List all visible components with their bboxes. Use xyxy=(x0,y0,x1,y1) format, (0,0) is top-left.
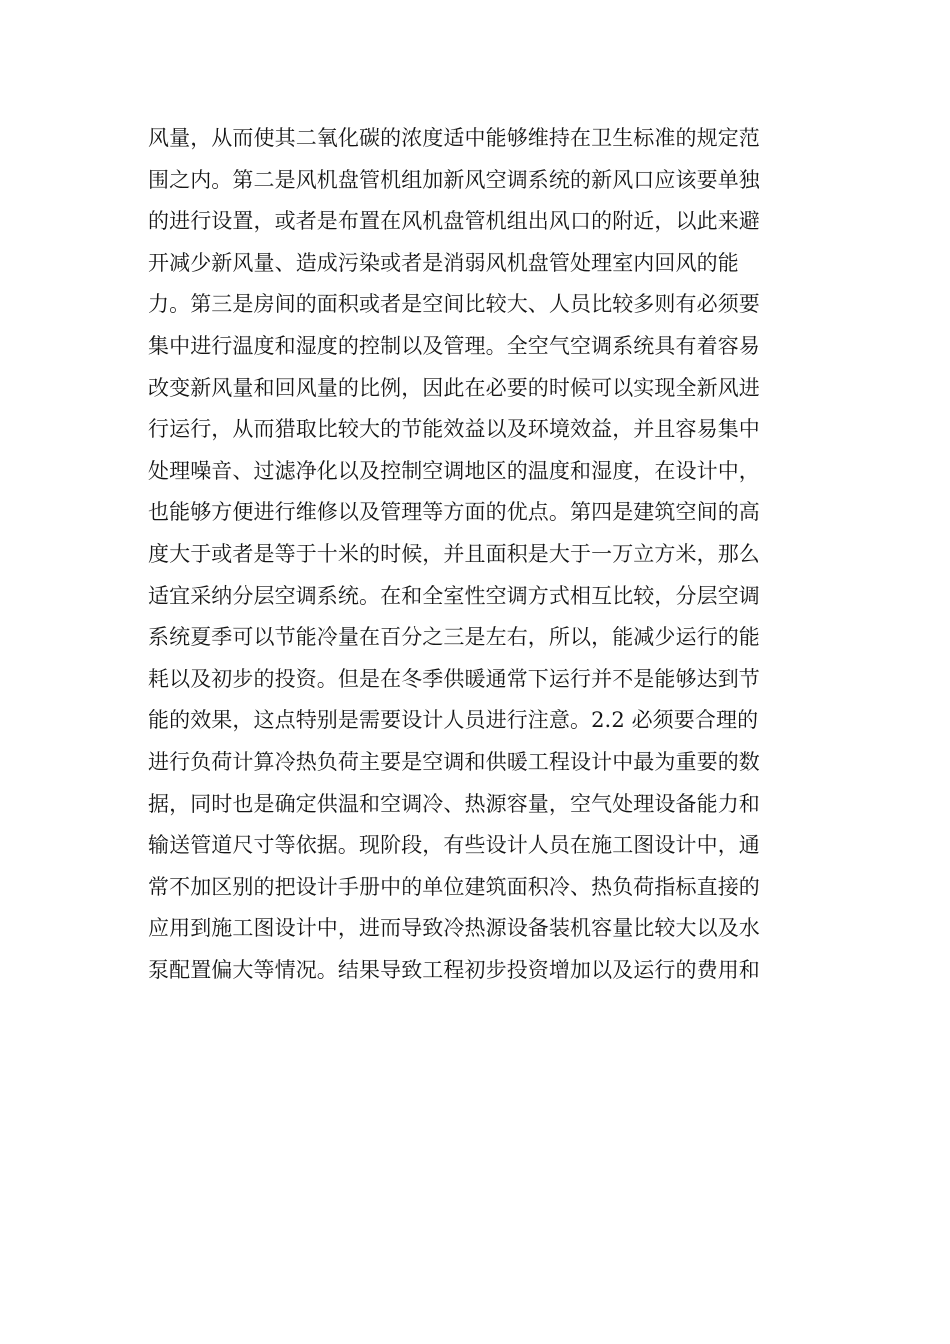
text-line: 耗以及初步的投资。但是在冬季供暖通常下运行并不是能够达到节 xyxy=(148,666,760,691)
body-paragraph xyxy=(148,118,808,991)
text-line: 适宜采纳分层空调系统。在和全室性空调方式相互比较，分层空调 xyxy=(148,583,760,608)
text-line: 能的效果，这点特别是需要设计人员进行注意。2.2 必须要合理的 xyxy=(148,708,759,733)
text-line: 据，同时也是确定供温和空调冷、热源容量，空气处理设备能力和 xyxy=(148,791,760,816)
text-line: 力。第三是房间的面积或者是空间比较大、人员比较多则有必须要 xyxy=(148,292,760,317)
text-line: 集中进行温度和湿度的控制以及管理。全空气空调系统具有着容易 xyxy=(148,333,760,358)
text-line: 开减少新风量、造成污染或者是消弱风机盘管处理室内回风的能 xyxy=(148,250,739,275)
text-line: 输送管道尺寸等依据。现阶段，有些设计人员在施工图设计中，通 xyxy=(148,833,760,858)
text-line: 改变新风量和回风量的比例，因此在必要的时候可以实现全新风进 xyxy=(148,375,760,400)
text-line: 的进行设置，或者是布置在风机盘管机组出风口的附近，以此来避 xyxy=(148,209,760,234)
text-line: 也能够方便进行维修以及管理等方面的优点。第四是建筑空间的高 xyxy=(148,500,760,525)
text-line: 泵配置偏大等情况。结果导致工程初步投资增加以及运行的费用和 xyxy=(148,957,760,982)
text-line: 处理噪音、过滤净化以及控制空调地区的温度和湿度，在设计中， xyxy=(148,458,760,483)
text-line: 围之内。第二是风机盘管机组加新风空调系统的新风口应该要单独 xyxy=(148,167,760,192)
text-line: 进行负荷计算冷热负荷主要是空调和供暖工程设计中最为重要的数 xyxy=(148,749,760,774)
text-line: 风量，从而使其二氧化碳的浓度适中能够维持在卫生标准的规定范 xyxy=(148,126,760,150)
text-line: 常不加区别的把设计手册中的单位建筑面积冷、热负荷指标直接的 xyxy=(148,874,760,899)
text-line: 行运行，从而猎取比较大的节能效益以及环境效益，并且容易集中 xyxy=(148,417,760,442)
text-line: 应用到施工图设计中，进而导致冷热源设备装机容量比较大以及水 xyxy=(148,916,760,941)
text-line: 系统夏季可以节能冷量在百分之三是左右，所以，能减少运行的能 xyxy=(148,625,760,650)
text-line: 度大于或者是等于十米的时候，并且面积是大于一万立方米，那么 xyxy=(148,541,760,566)
